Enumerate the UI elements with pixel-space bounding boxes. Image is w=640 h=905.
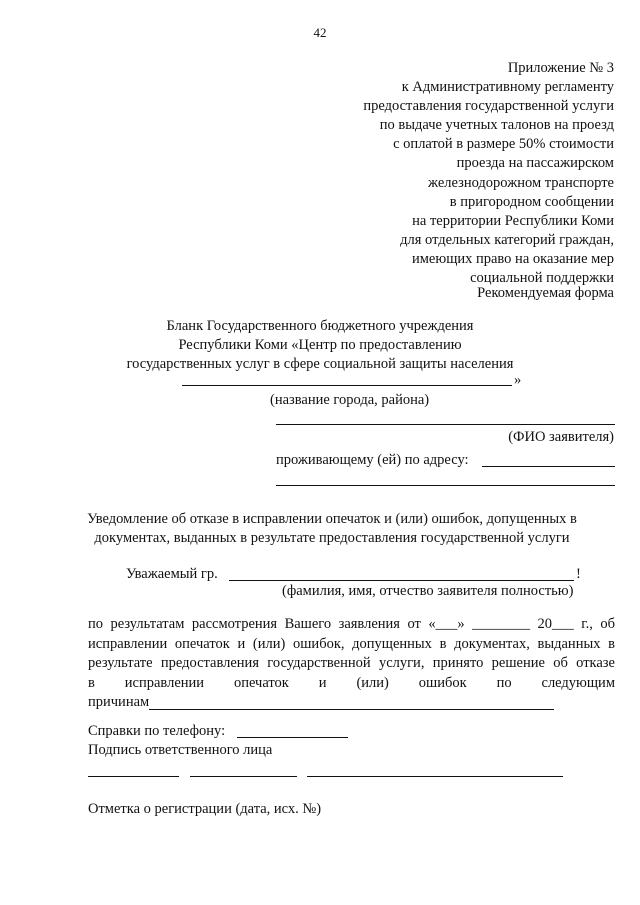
body-line: результате предоставления государственной услуги, принято решение об отказе (88, 655, 615, 672)
city-caption: (название города, района) (270, 392, 430, 408)
phone-label: Справки по телефону: (88, 723, 226, 739)
greeting-exclamation: ! (576, 566, 581, 582)
appendix-line: для отдельных категорий граждан, (400, 231, 614, 248)
notice-title-line: Уведомление об отказе в исправлении опечаток и (или) ошибок, допущенных в (87, 511, 577, 527)
notice-title-line: документах, выданных в результате предоставления государственной услуги (94, 530, 570, 546)
signature-name-line (307, 776, 563, 777)
city-name-line (182, 385, 512, 386)
appendix-line: проезда на пассажирском (456, 155, 614, 172)
page-number: 42 (313, 25, 327, 40)
appendix-line: железнодорожном транспорте (428, 174, 614, 191)
appendix-line: Приложение № 3 (507, 60, 614, 76)
decision-paragraph (88, 615, 615, 713)
blank-header-line: государственных услуг в сфере социальной защиты населения (126, 356, 514, 372)
blank-header-line: Республики Коми «Центр по предоставлению (178, 337, 462, 353)
appendix-line: имеющих право на оказание мер (411, 250, 614, 267)
body-line: исправлении опечаток и (или) ошибок, допущенных в документах, выданных в (88, 635, 615, 652)
reasons-line (149, 693, 554, 710)
recommended-form-label: Рекомендуемая форма (477, 285, 614, 301)
signature-sign-line (190, 776, 297, 777)
appendix-line: на территории Республики Коми (412, 212, 614, 229)
greeting-name-line (229, 580, 574, 581)
greeting-caption: (фамилия, имя, отчество заявителя полностью) (282, 583, 574, 599)
city-close-quote: » (514, 372, 522, 388)
body-line: в исправлении опечаток и (или) ошибок по следующим (88, 674, 615, 691)
address-label: проживающему (ей) по адресу: (276, 452, 469, 468)
body-line: по результатам рассмотрения Вашего заявления от «___» ________ 20___ г., об (88, 616, 615, 632)
appendix-line: по выдаче учетных талонов на проезд (379, 117, 614, 134)
address-line-2 (276, 485, 615, 486)
appendix-line: предоставления государственной услуги (363, 98, 614, 115)
blank-header-line: Бланк Государственного бюджетного учреждения (166, 318, 474, 334)
reasons-label: причинам (88, 694, 150, 711)
body-line (88, 693, 615, 713)
fio-caption: (ФИО заявителя) (508, 429, 614, 445)
appendix-line: в пригородном сообщении (449, 193, 614, 210)
appendix-block (363, 59, 614, 288)
greeting-label: Уважаемый гр. (126, 566, 218, 582)
fio-line (276, 424, 615, 425)
appendix-line: социальной поддержки (470, 270, 614, 287)
address-line (482, 466, 615, 467)
appendix-line: к Административному регламенту (401, 79, 614, 96)
phone-line (237, 737, 348, 738)
signature-label: Подпись ответственного лица (88, 742, 273, 758)
registration-note: Отметка о регистрации (дата, исх. №) (88, 801, 322, 817)
appendix-line: с оплатой в размере 50% стоимости (393, 136, 614, 153)
signature-position-line (88, 776, 179, 777)
